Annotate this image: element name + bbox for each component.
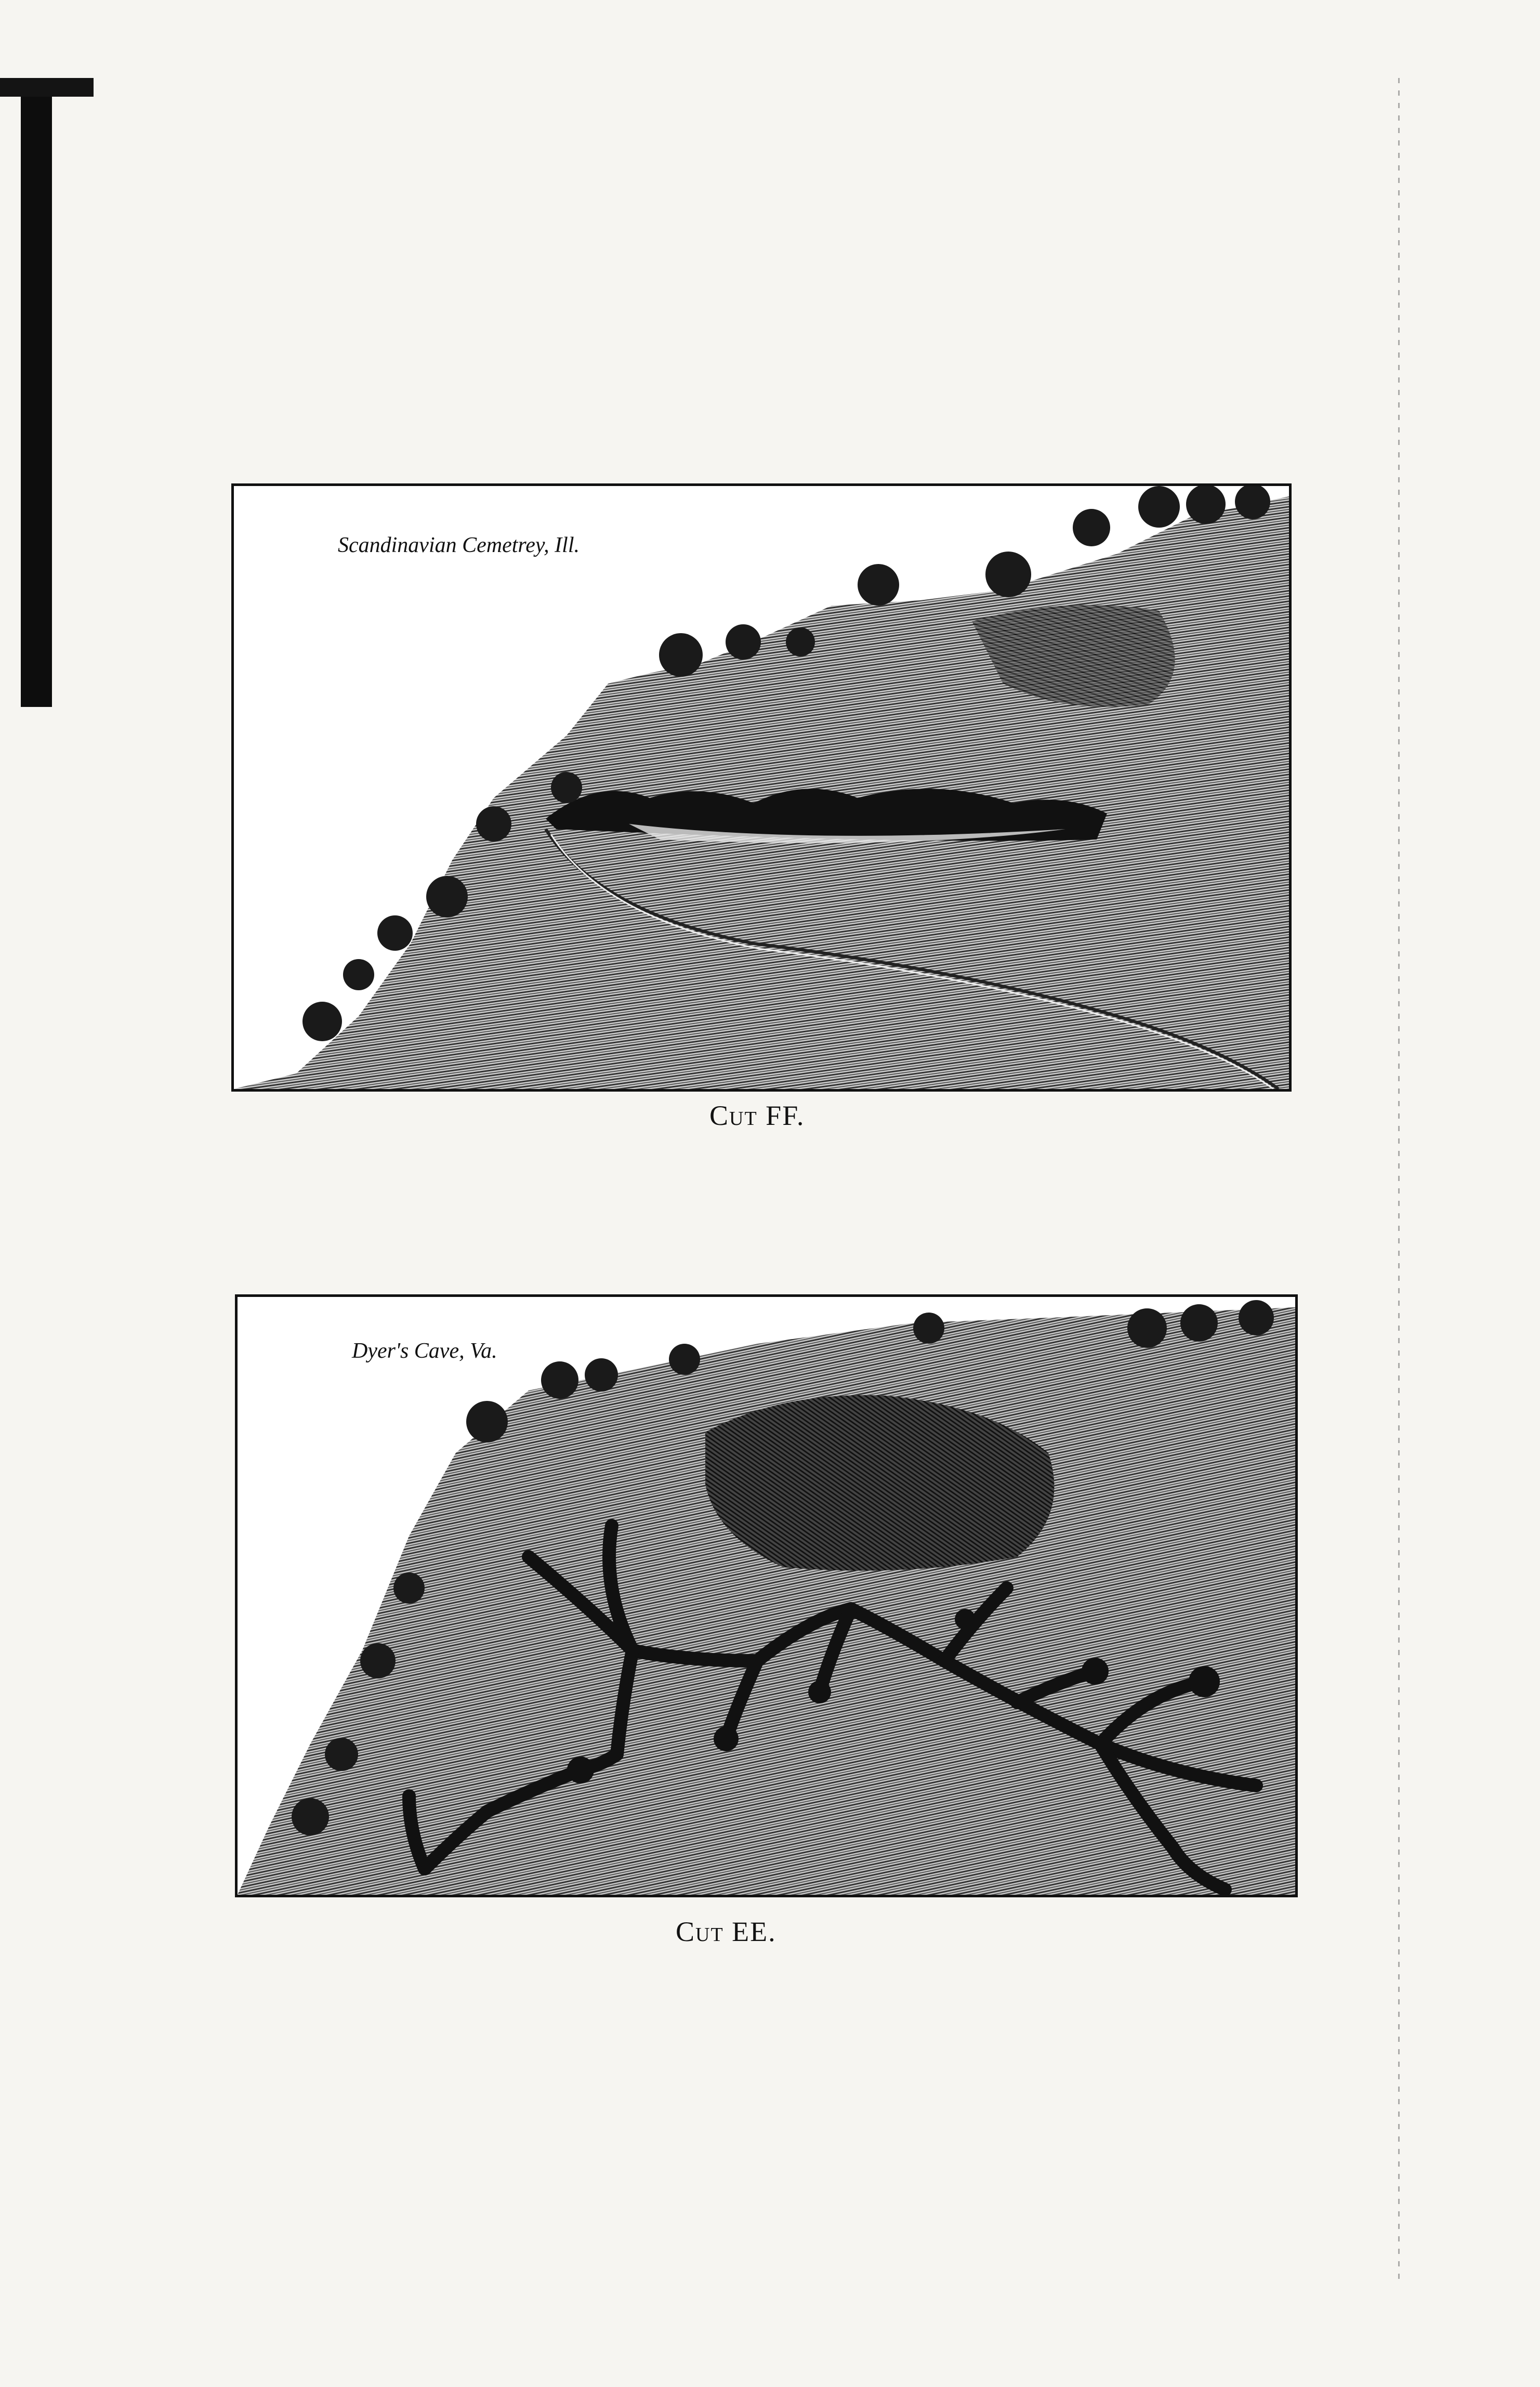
figure-scandinavian-cemetery — [231, 483, 1292, 1092]
figure-label: Scandinavian Cemetrey, Ill. — [338, 533, 580, 557]
engraving-cave-passages — [238, 1297, 1295, 1895]
figure-caption: Cut EE. — [676, 1916, 776, 1947]
page-edge-shadow-top — [0, 78, 94, 97]
engraving-hillside-cemetery — [234, 486, 1289, 1089]
figure-dyers-cave — [235, 1294, 1298, 1897]
page-edge-shadow — [21, 78, 52, 707]
figure-label: Dyer's Cave, Va. — [352, 1339, 497, 1363]
page-right-edge — [1398, 78, 1400, 2282]
figure-caption: Cut FF. — [709, 1100, 805, 1131]
